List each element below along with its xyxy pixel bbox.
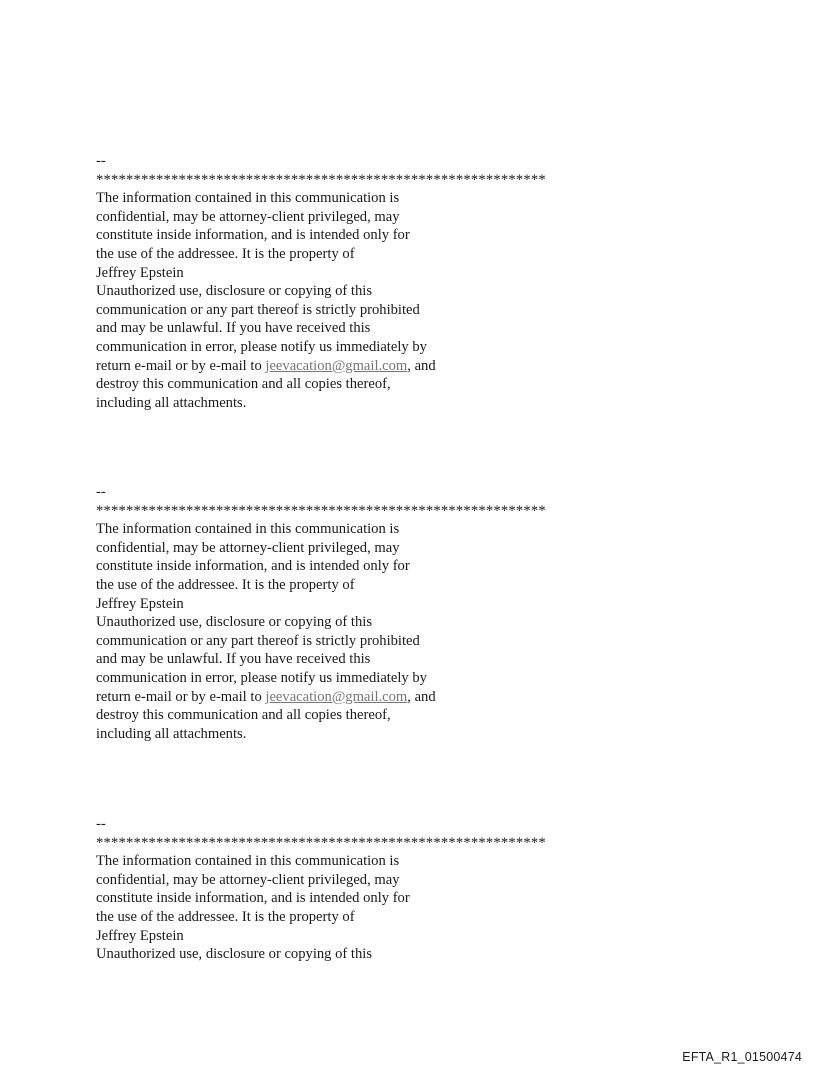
asterisk-rule: ************************************************************ — [96, 502, 546, 519]
separator-dashes: -- — [96, 153, 106, 169]
disclaimer-line: including all attachments. — [96, 394, 247, 411]
disclaimer-line: destroy this communication and all copies thereof, — [96, 376, 391, 393]
email-prefix: return e-mail or by e-mail to — [96, 688, 266, 705]
email-prefix: return e-mail or by e-mail to — [96, 357, 266, 374]
email-link[interactable]: jeevacation@gmail.com — [265, 688, 408, 705]
disclaimer-line: The information contained in this communication is — [96, 190, 400, 207]
disclaimer-line: Unauthorized use, disclosure or copying of this — [96, 283, 373, 300]
document-id: EFTA_R1_01500474 — [682, 1050, 802, 1064]
owner-name: Jeffrey Epstein — [96, 264, 184, 281]
owner-name: Jeffrey Epstein — [96, 595, 184, 612]
disclaimer-block-3 — [96, 815, 616, 964]
owner-name: Jeffrey Epstein — [96, 927, 184, 944]
disclaimer-line: confidential, may be attorney-client privileged, may — [96, 871, 400, 888]
disclaimer-line: the use of the addressee. It is the property of — [96, 908, 355, 925]
disclaimer-line: constitute inside information, and is intended only for — [96, 890, 410, 907]
disclaimer-line: constitute inside information, and is intended only for — [96, 558, 410, 575]
disclaimer-line: communication or any part thereof is strictly prohibited — [96, 632, 420, 649]
email-line — [96, 688, 616, 707]
disclaimer-line: confidential, may be attorney-client privileged, may — [96, 539, 400, 556]
disclaimer-line: communication or any part thereof is strictly prohibited — [96, 301, 420, 318]
disclaimer-line: constitute inside information, and is intended only for — [96, 227, 410, 244]
disclaimer-line: Unauthorized use, disclosure or copying of this — [96, 946, 373, 963]
disclaimer-line: including all attachments. — [96, 725, 247, 742]
disclaimer-line: communication in error, please notify us immediately by — [96, 669, 427, 686]
email-link[interactable]: jeevacation@gmail.com — [265, 357, 408, 374]
email-suffix: , and — [407, 357, 436, 374]
asterisk-rule: ************************************************************ — [96, 834, 546, 851]
disclaimer-line: the use of the addressee. It is the property of — [96, 576, 355, 593]
disclaimer-line: Unauthorized use, disclosure or copying of this — [96, 614, 373, 631]
disclaimer-block-2 — [96, 483, 616, 743]
disclaimer-line: The information contained in this communication is — [96, 853, 400, 870]
separator-dashes: -- — [96, 816, 106, 832]
disclaimer-line: and may be unlawful. If you have received this — [96, 320, 371, 337]
disclaimer-line: and may be unlawful. If you have received this — [96, 651, 371, 668]
disclaimer-line: confidential, may be attorney-client privileged, may — [96, 208, 400, 225]
disclaimer-line: communication in error, please notify us immediately by — [96, 338, 427, 355]
disclaimer-line: The information contained in this communication is — [96, 521, 400, 538]
disclaimer-block-1 — [96, 152, 616, 412]
email-line — [96, 357, 616, 376]
asterisk-rule: ************************************************************ — [96, 171, 546, 188]
disclaimer-line: destroy this communication and all copies thereof, — [96, 707, 391, 724]
email-suffix: , and — [407, 688, 436, 705]
separator-dashes: -- — [96, 484, 106, 500]
disclaimer-line: the use of the addressee. It is the property of — [96, 245, 355, 262]
